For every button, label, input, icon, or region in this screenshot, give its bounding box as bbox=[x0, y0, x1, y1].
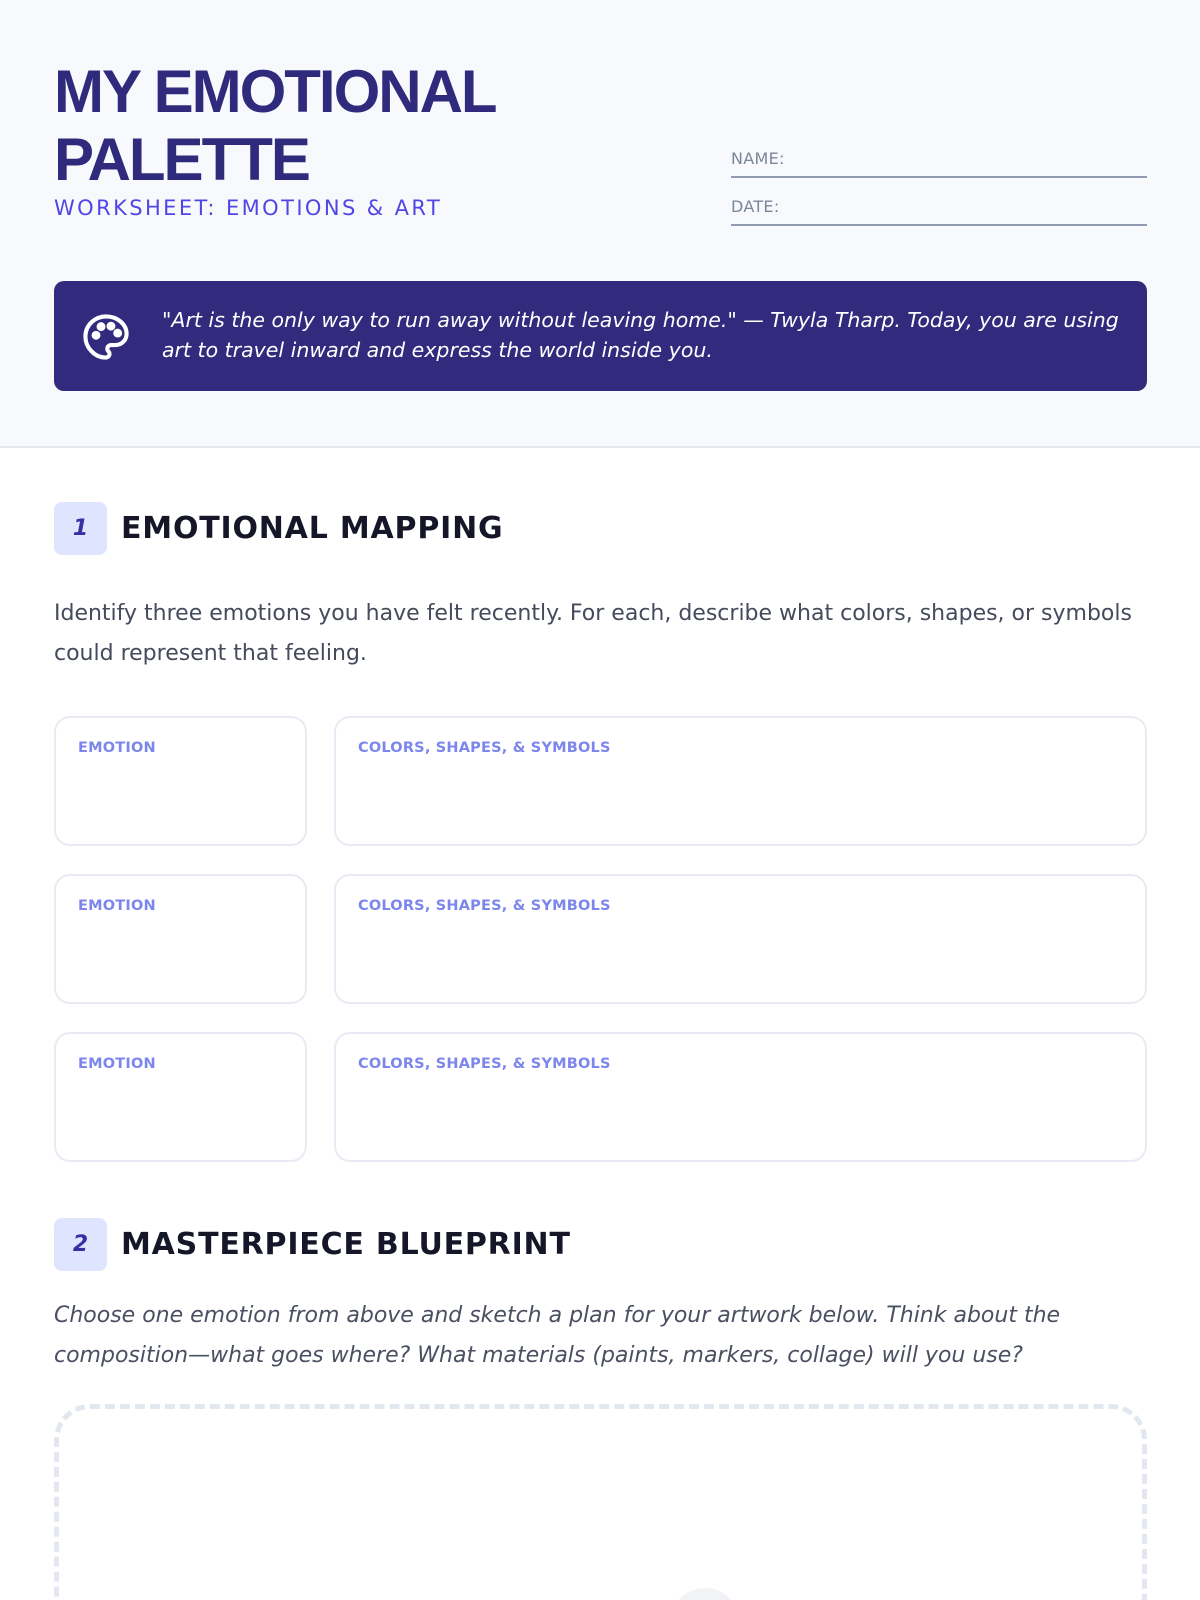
quote-text: "Art is the only way to run away without leaving home." — Twyla Tharp. Today, you are using art to travel inward and express the world inside you. bbox=[162, 308, 1119, 362]
section-1-instructions: Identify three emotions you have felt recently. For each, describe what colors, shapes, or symbols could represent that feeling. bbox=[54, 601, 1132, 666]
worksheet-subtitle: WORKSHEET: EMOTIONS & ART bbox=[54, 196, 443, 220]
emotion-label: EMOTION bbox=[78, 740, 156, 756]
symbols-input-box[interactable] bbox=[334, 716, 1147, 846]
emotion-label: EMOTION bbox=[78, 1056, 156, 1072]
symbols-label: COLORS, SHAPES, & SYMBOLS bbox=[358, 898, 611, 914]
name-field[interactable] bbox=[731, 146, 1147, 178]
section-number-badge: 1 bbox=[54, 502, 107, 555]
section-2-instructions: Choose one emotion from above and sketch a plan for your artwork below. Think about the composition—what goes where? What materials (paints, markers, collage) will you use? bbox=[54, 1303, 1061, 1368]
name-label: NAME: bbox=[731, 149, 785, 168]
worksheet-header bbox=[0, 0, 1200, 448]
symbols-label: COLORS, SHAPES, & SYMBOLS bbox=[358, 1056, 611, 1072]
section-title: MASTERPIECE BLUEPRINT bbox=[121, 1227, 571, 1262]
date-field[interactable] bbox=[731, 194, 1147, 226]
emotion-input-box[interactable] bbox=[54, 716, 307, 846]
emotion-input-box[interactable] bbox=[54, 874, 307, 1004]
section-title: EMOTIONAL MAPPING bbox=[121, 511, 504, 546]
page-title bbox=[54, 58, 674, 194]
sketch-area[interactable] bbox=[54, 1404, 1147, 1600]
date-label: DATE: bbox=[731, 197, 780, 216]
quote-banner bbox=[54, 281, 1147, 391]
palette-icon bbox=[80, 311, 132, 363]
symbols-label: COLORS, SHAPES, & SYMBOLS bbox=[358, 740, 611, 756]
section-number-badge: 2 bbox=[54, 1218, 107, 1271]
symbols-input-box[interactable] bbox=[334, 874, 1147, 1004]
title-line-1: MY EMOTIONAL bbox=[54, 58, 496, 125]
symbols-input-box[interactable] bbox=[334, 1032, 1147, 1162]
title-line-2: PALETTE bbox=[54, 126, 309, 193]
emotion-label: EMOTION bbox=[78, 898, 156, 914]
emotion-input-box[interactable] bbox=[54, 1032, 307, 1162]
